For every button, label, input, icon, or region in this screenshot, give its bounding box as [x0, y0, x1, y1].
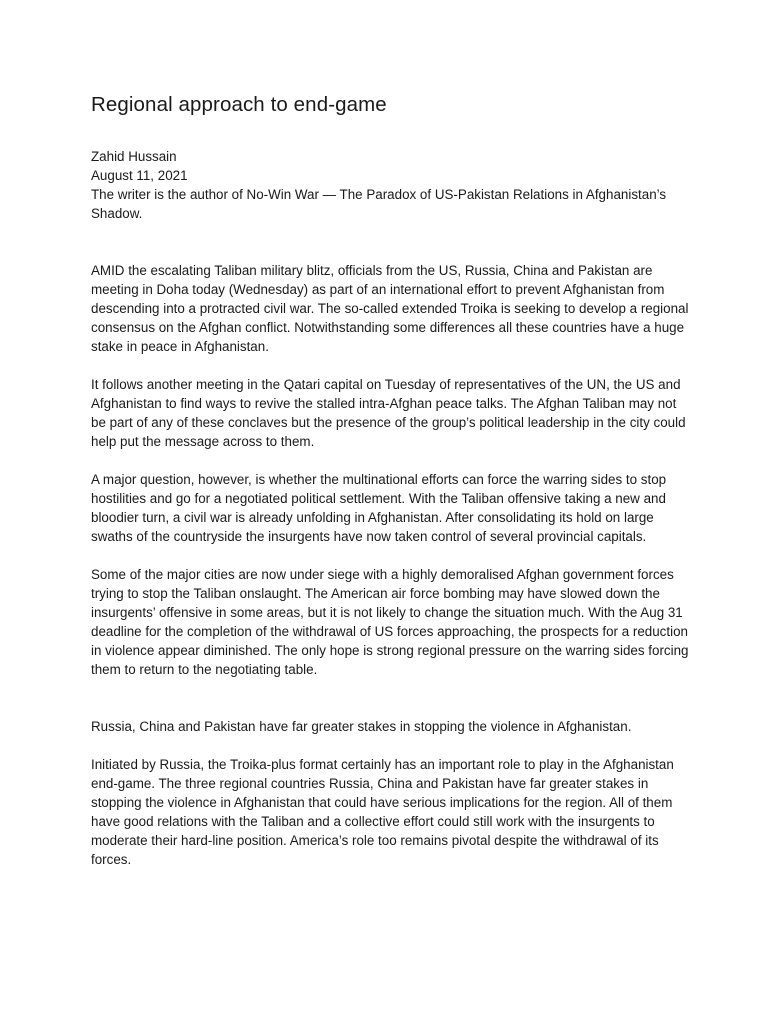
paragraph-5: Russia, China and Pakistan have far greater stakes in stopping the violence in Afghanistan. [91, 719, 632, 734]
document-page [91, 90, 691, 869]
author-note: The writer is the author of No-Win War — The Paradox of US-Pakistan Relations in Afghanistan’s Shadow. [91, 187, 667, 221]
paragraph-1: AMID the escalating Taliban military blitz, officials from the US, Russia, China and Pakistan are meeting in Doha today (Wednesday) as part of an international effort to prevent Afghanistan from descending into a protracted civil war. The so-called extended Troika is seeking to develop a regional consensus on the Afghan conflict. Notwithstanding some differences all these countries have a huge stake in peace in Afghanistan. [91, 263, 689, 354]
paragraph-3: A major question, however, is whether the multinational efforts can force the warring sides to stop hostilities and go for a negotiated political settlement. With the Taliban offensive taking a new and bloodier turn, a civil war is already unfolding in Afghanistan. After consolidating its hold on large swaths of the countryside the insurgents have now taken control of several provincial capitals. [91, 472, 667, 544]
paragraph-2: It follows another meeting in the Qatari capital on Tuesday of representatives of the UN, the US and Afghanistan to find ways to revive the stalled intra-Afghan peace talks. The Afghan Taliban may not be part of any of these conclaves but the presence of the group’s political leadership in the city could help put the message across to them. [91, 377, 686, 449]
byline [91, 147, 691, 185]
article-title: Regional approach to end-game [91, 93, 387, 116]
paragraph-4: Some of the major cities are now under siege with a highly demoralised Afghan government forces trying to stop the Taliban onslaught. The American air force bombing may have slowed down the insurgents’ offensive in some areas, but it is not likely to change the situation much. With the Aug 31 deadline for the completion of the withdrawal of US forces approaching, the prospects for a reduction in violence appear diminished. The only hope is strong regional pressure on the warring sides forcing them to return to the negotiating table. [91, 567, 689, 677]
publication-date: August 11, 2021 [91, 168, 188, 183]
paragraph-6: Initiated by Russia, the Troika-plus format certainly has an important role to play in the Afghanistan end-game. The three regional countries Russia, China and Pakistan have far greater stakes in stopping the violence in Afghanistan that could have serious implications for the region. All of them have good relations with the Taliban and a collective effort could still work with the insurgents to moderate their hard-line position. America’s role too remains pivotal despite the withdrawal of its forces. [91, 757, 674, 867]
author-name: Zahid Hussain [91, 149, 177, 164]
